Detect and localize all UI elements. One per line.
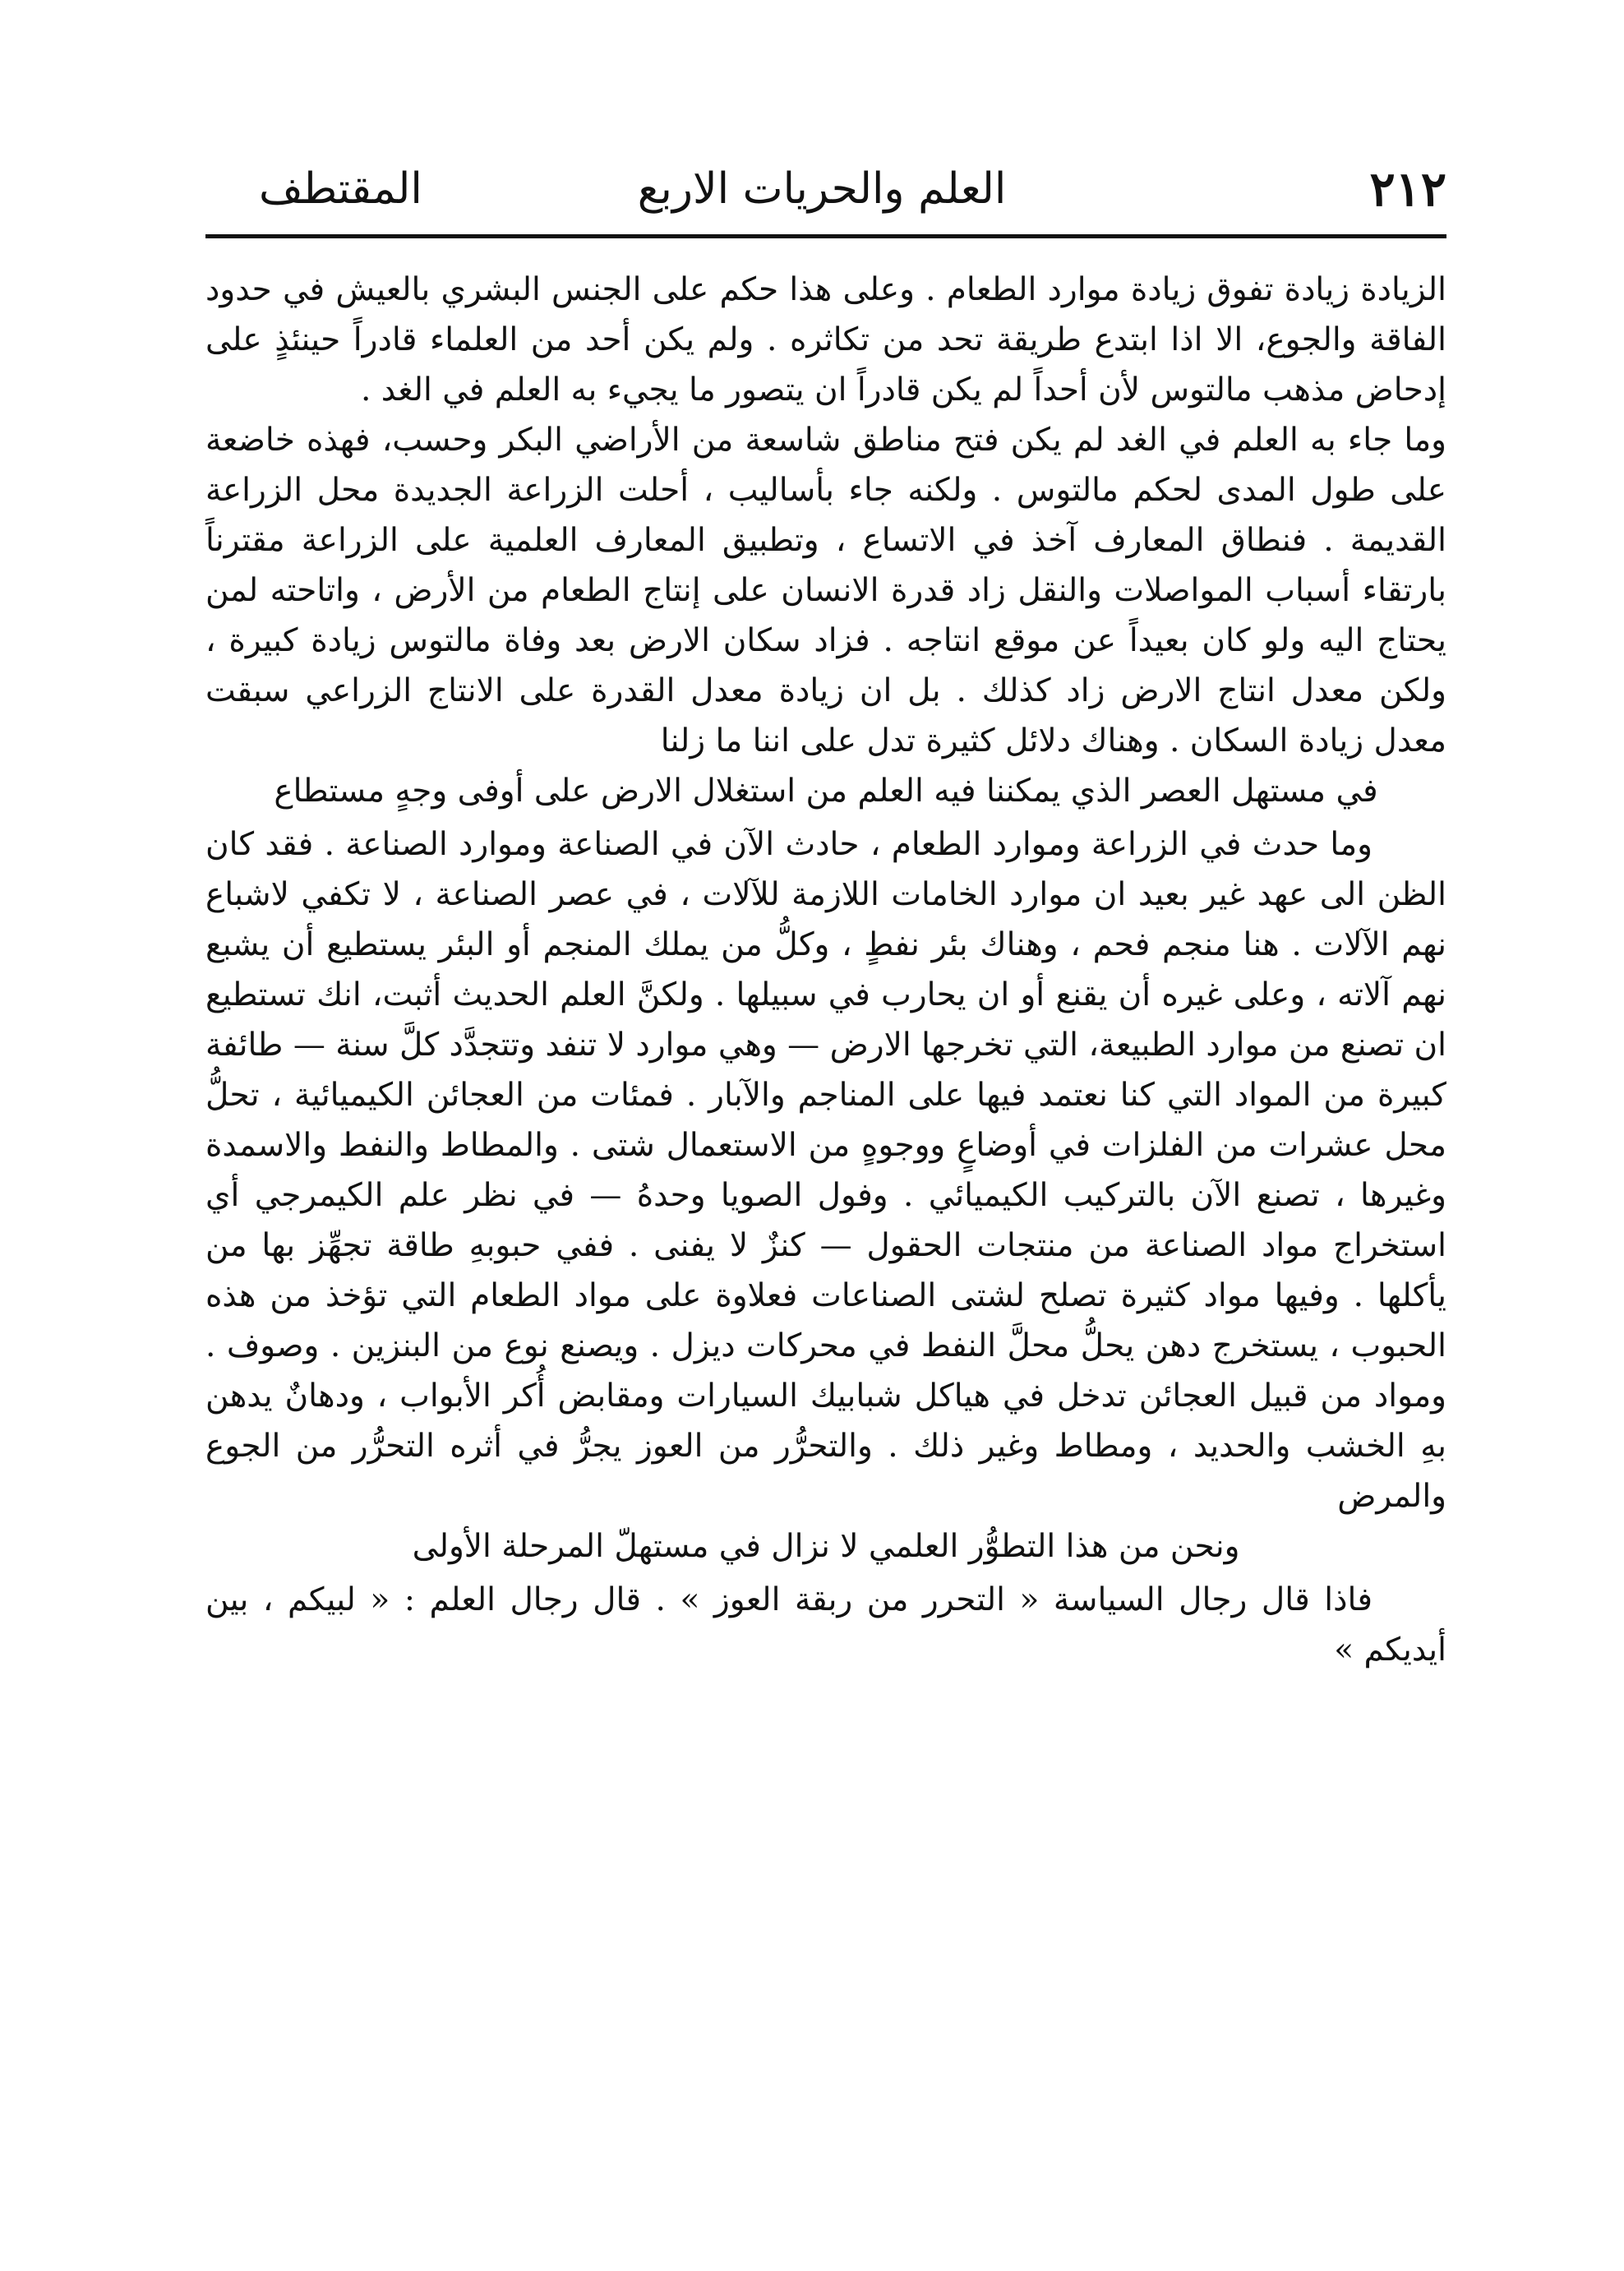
page-number: ٢١٢ (1369, 161, 1446, 217)
paragraph: وما حدث في الزراعة وموارد الطعام ، حادث الآن في الصناعة وموارد الصناعة . فقد كان الظن الى عهد غير بعيد ان موارد الخامات اللازمة للآلات ، في عصر الصناعة ، لا تكفي لاشباع نهم الآلات . هنا منجم فحم ، وهناك بئر نفطٍ ، وكلُّ من يملك المنجم أو البئر يستطيع أن يشبع نهم آلاته ، وعلى غيره أن يقنع أو ان يحارب في سبيلها . ولكنَّ العلم الحديث أثبت، انك تستطيع ان تصنع من موارد الطبيعة، التي تخرجها الارض — وهي موارد لا تنفد وتتجدَّد كلَّ سنة — طائفة كبيرة من المواد التي كنا نعتمد فيها على المناجم والآبار . فمئات من العجائن الكيميائية ، تحلُّ محل عشرات من الفلزات في أوضاعٍ ووجوهٍ من الاستعمال شتى . والمطاط والنفط والاسمدة وغيرها ، تصنع الآن بالتركيب الكيميائي . وفول الصويا وحدهُ — في نظر علم الكيمرجي أي استخراج مواد الصناعة من منتجات الحقول — كنزٌ لا يفنى . ففي حبوبهِ طاقة تجهِّز بها من يأكلها . وفيها مواد كثيرة تصلح لشتى الصناعات فعلاوة على مواد الطعام التي تؤخذ من هذه الحبوب ، يستخرج دهن يحلُّ محلَّ النفط في محركات ديزل . ويصنع نوع من البنزين . وصوف . ومواد من قبيل العجائن تدخل في هياكل شبابيك السيارات ومقابض أُكر الأبواب ، ودهانٌ يدهن بهِ الخشب والحديد ، ومطاط وغير ذلك . والتحرُّر من العوز يجرُّ في أثره التحرُّر من الجوع والمرض (205, 826, 1447, 1515)
header-rule (205, 234, 1446, 238)
journal-name: المقتطف (259, 164, 422, 214)
running-title: العلم والحريات الاربع (637, 164, 1007, 214)
paragraph: وما جاء به العلم في الغد لم يكن فتح مناطق شاسعة من الأراضي البكر وحسب، فهذه خاضعة على طول المدى لحكم مالتوس . ولكنه جاء بأساليب ، أحلت الزراعة الجديدة محل الزراعة القديمة . فنطاق المعارف آخذ في الاتساع ، وتطبيق المعارف العلمية على الزراعة مقترناً بارتقاء أسباب المواصلات والنقل زاد قدرة الانسان على إنتاج الطعام من الأرض ، واتاحته لمن يحتاج اليه ولو كان بعيداً عن موقع انتاجه . فزاد سكان الارض بعد وفاة مالتوس زيادة كبيرة ، ولكن معدل انتاج الارض زاد كذلك . بل ان زيادة معدل القدرة على الانتاج الزراعي سبقت معدل زيادة السكان . وهناك دلائل كثيرة تدل على اننا ما زلنا (205, 422, 1446, 759)
paragraph: ونحن من هذا التطوُّر العلمي لا نزال في مستهلّ المرحلة الأولى (412, 1528, 1240, 1565)
paragraph: الزيادة زيادة تفوق زيادة موارد الطعام . وعلى هذا حكم على الجنس البشري بالعيش في حدود الفاقة والجوع، الا اذا ابتدع طريقة تحد من تكاثره . ولم يكن أحد من العلماء قادراً حينئذٍ على إدحاض مذهب مالتوس لأن أحداً لم يكن قادراً ان يتصور ما يجيء به العلم في الغد . (205, 271, 1446, 409)
paragraph: في مستهل العصر الذي يمكننا فيه العلم من استغلال الارض على أوفى وجهٍ مستطاع (274, 773, 1378, 810)
page-header (197, 156, 1446, 230)
article-body (205, 265, 1446, 1675)
paragraph: فاذا قال رجال السياسة « التحرر من ربقة العوز » . قال رجال العلم : « لبيكم ، بين أيديكم » (205, 1581, 1446, 1669)
